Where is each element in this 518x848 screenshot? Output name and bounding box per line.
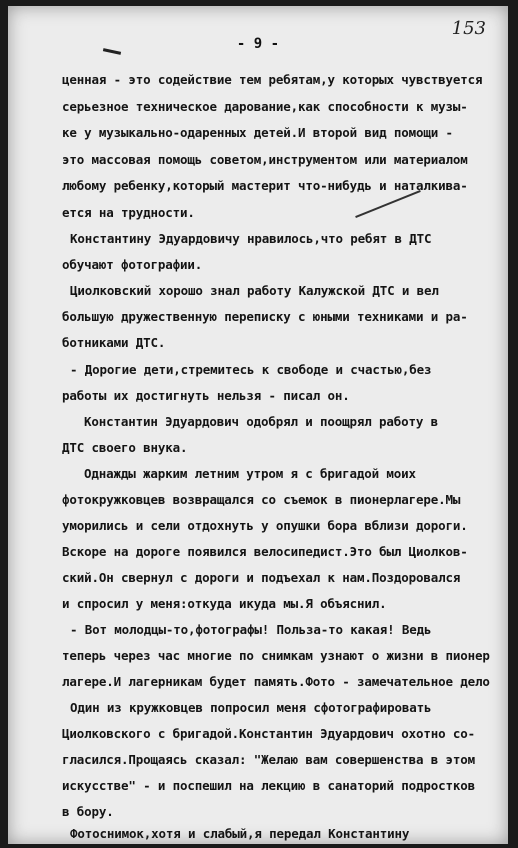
text-line: ется на трудности. — [62, 205, 195, 220]
document-page — [8, 6, 508, 844]
text-line: Один из кружковцев попросил меня сфотографировать — [70, 700, 432, 715]
text-line: Однажды жарким летним утром я с бригадой моих — [84, 466, 416, 481]
text-line: Константину Эдуардовичу нравилось,что ребят в ДТС — [70, 231, 432, 246]
page-number: - 9 - — [236, 36, 280, 52]
text-line: Фотоснимок,хотя и слабый,я передал Константину — [70, 826, 410, 841]
text-line: обучают фотографии. — [62, 257, 203, 272]
text-line: ке у музыкально-одаренных детей.И второй вид помощи - — [62, 125, 453, 140]
text-line: и спросил у меня:откуда икуда мы.Я объяснил. — [62, 596, 387, 611]
text-line: Циолковского с бригадой.Константин Эдуардович охотно со- — [62, 726, 476, 741]
text-line: искусстве" - и поспешил на лекцию в санаторий подростков — [62, 778, 476, 793]
text-line: уморились и сели отдохнуть у опушки бора вблизи дороги. — [62, 518, 468, 533]
text-line: большую дружественную переписку с юными техниками и ра- — [62, 309, 468, 324]
text-line: в бору. — [62, 804, 114, 819]
pen-mark — [355, 190, 421, 218]
text-line: серьезное техническое дарование,как способности к музы- — [62, 99, 468, 114]
archive-number: 153 — [451, 18, 486, 39]
text-line: Циолковский хорошо знал работу Калужской ДТС и вел — [70, 283, 439, 298]
text-line: ценная - это содействие тем ребятам,у которых чувствуется — [62, 72, 483, 87]
text-line: любому ребенку,который мастерит что-нибудь и наталкива- — [62, 178, 468, 193]
text-line: теперь через час многие по снимкам узнают о жизни в пионер — [62, 648, 490, 663]
text-line: гласился.Прощаясь сказал: "Желаю вам совершенства в этом — [62, 752, 476, 767]
text-line: - Вот молодцы-то,фотографы! Польза-то какая! Ведь — [70, 622, 432, 637]
text-line: фотокружковцев возвращался со съемок в пионерлагере.Мы — [62, 492, 461, 507]
text-line: работы их достигнуть нельзя - писал он. — [62, 388, 350, 403]
text-line: лагере.И лагерникам будет память.Фото - замечательное дело — [62, 674, 490, 689]
text-line: это массовая помощь советом,инструментом или материалом — [62, 152, 468, 167]
text-line: Вскоре на дороге появился велосипедист.Это был Циолков- — [62, 544, 468, 559]
text-line: ботниками ДТС. — [62, 335, 166, 350]
text-line: Константин Эдуардович одобрял и поощрял работу в — [84, 414, 439, 429]
text-line: ский.Он свернул с дороги и подъехал к нам.Поздоровался — [62, 570, 461, 585]
text-line: - Дорогие дети,стремитесь к свободе и счастью,без — [70, 362, 432, 377]
text-line: ДТС своего внука. — [62, 440, 188, 455]
